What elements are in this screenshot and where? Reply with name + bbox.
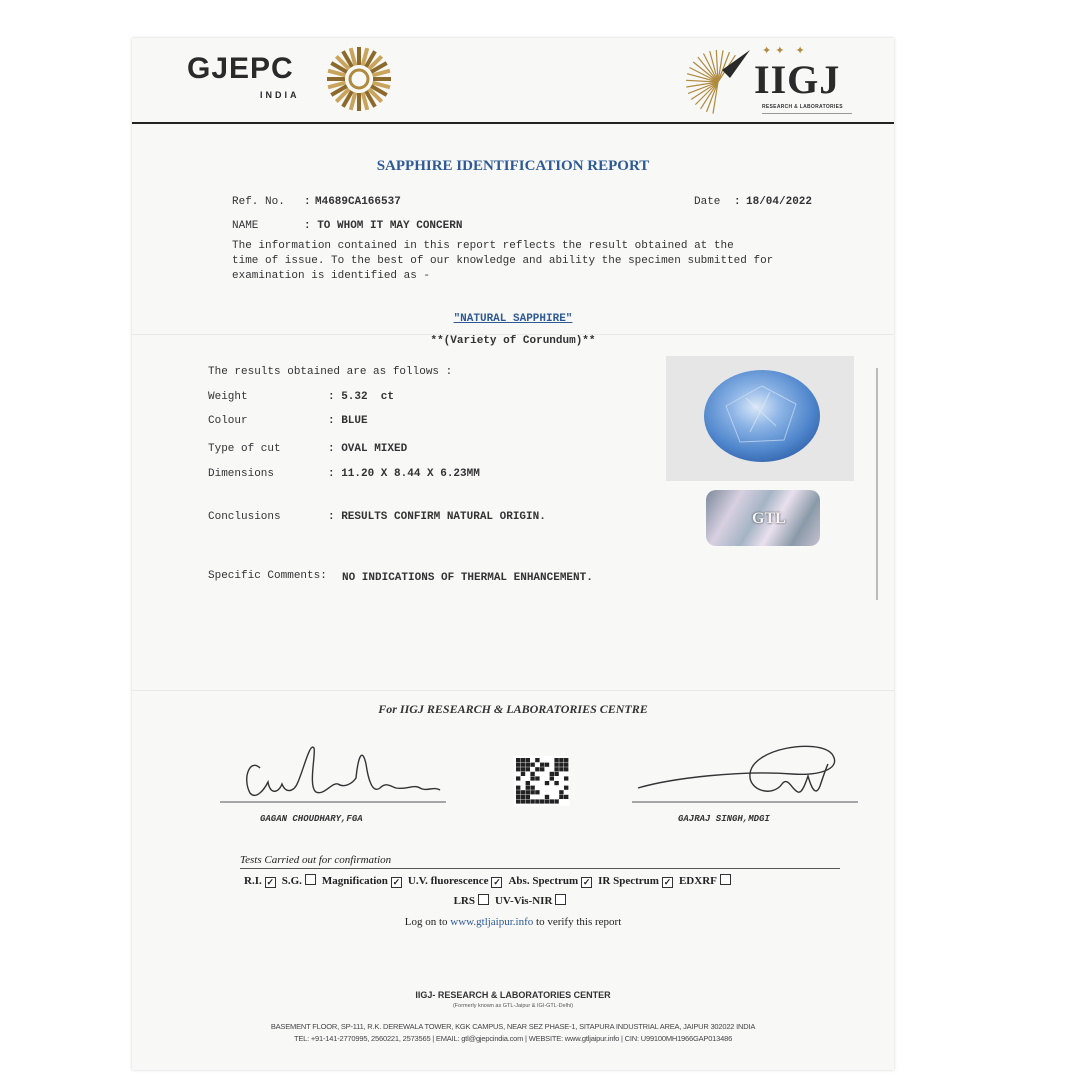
signatory-left-name: GAGAN CHOUDHARY,FGA <box>260 814 363 824</box>
result-label: Weight <box>208 391 248 403</box>
checked-checkbox-icon[interactable]: ✓ <box>266 877 274 887</box>
result-label: Conclusions <box>208 511 281 523</box>
side-note-decor-icon <box>870 368 884 600</box>
report-title: SAPPHIRE IDENTIFICATION REPORT <box>376 158 650 174</box>
ref-sep: : <box>304 196 311 208</box>
footer-address: BASEMENT FLOOR, SP-111, R.K. DEREWALA TOWER, KGK CAMPUS, NEAR SEZ PHASE-1, SITAPURA INDUSTRIAL AREA, JAIPUR 302022 INDIA <box>270 1022 756 1031</box>
variety-line <box>132 330 894 348</box>
test-label: IR Spectrum <box>598 875 659 887</box>
test-label: LRS <box>453 895 475 907</box>
iigj-tagline: RESEARCH & LABORATORIES <box>762 104 843 110</box>
ref-label: Ref. No. <box>232 196 285 208</box>
test-label: S.G. <box>281 875 302 887</box>
ref-value: M4689CA166537 <box>315 196 401 208</box>
signature-right-icon <box>632 738 862 810</box>
intro-line: time of issue. To the best of our knowledge and ability the specimen submitted for <box>232 255 774 267</box>
name-value: : TO WHOM IT MAY CONCERN <box>304 220 463 232</box>
intro-line: The information contained in this report reflects the result obtained at the <box>232 240 734 252</box>
checked-checkbox-icon[interactable]: ✓ <box>493 877 501 887</box>
result-label: Type of cut <box>208 443 281 455</box>
empty-checkbox-icon[interactable] <box>478 894 489 905</box>
test-label: Abs. Spectrum <box>508 875 579 887</box>
checked-checkbox-icon[interactable]: ✓ <box>582 877 591 887</box>
signature-left-icon <box>220 738 450 810</box>
name-label: NAME <box>232 220 259 232</box>
intro-line: examination is identified as - <box>232 270 431 282</box>
issuer-line: For IIGJ RESEARCH & LABORATORIES CENTRE <box>378 702 648 716</box>
comments-label: Specific Comments: <box>208 570 327 582</box>
qr-code-icon <box>514 756 570 806</box>
iigj-fine-print <box>762 112 852 116</box>
iigj-wordmark: IIGJ <box>754 57 841 102</box>
tests-row <box>244 874 737 888</box>
result-value: : 11.20 X 8.44 X 6.23MM <box>328 468 480 480</box>
signatory-right-name: GAJRAJ SINGH,MDGI <box>678 814 770 824</box>
footer-contact: TEL: +91-141-2770995, 2560221, 2573565 | EMAIL: gtl@gjepcindia.com | WEBSITE: www.gtljaipur.info | CIN: U99100MH1966GAP013486 <box>293 1034 733 1043</box>
date-label: Date <box>694 196 721 208</box>
verify-suffix: to verify this report <box>536 916 622 928</box>
result-value: : RESULTS CONFIRM NATURAL ORIGIN. <box>328 511 546 523</box>
footer-title: IIGJ- RESEARCH & LABORATORIES CENTER <box>415 990 611 1000</box>
iigj-star-icon <box>678 44 750 116</box>
identification-result <box>132 308 894 326</box>
variety-text: **(Variety of Corundum)** <box>430 335 596 347</box>
fine-print-line-icon <box>762 112 852 115</box>
blue-sapphire-gem-icon <box>666 356 854 481</box>
hologram-text: GTL <box>752 510 786 527</box>
date-value: 18/04/2022 <box>746 196 813 208</box>
result-value: : OVAL MIXED <box>328 443 408 455</box>
result-value: : 5.32 ct <box>328 391 395 403</box>
footer-subtitle: (Formerly known as GTL-Jaipur & IGI-GTL-Delhi) <box>452 1003 574 1009</box>
results-intro: The results obtained are as follows : <box>208 366 453 378</box>
checked-checkbox-icon[interactable]: ✓ <box>663 877 672 887</box>
gjepc-wordmark: GJEPC <box>187 52 294 85</box>
empty-checkbox-icon[interactable] <box>720 874 731 885</box>
test-label: UV-Vis-NIR <box>494 895 553 907</box>
identification-text: "NATURAL SAPPHIRE" <box>453 313 573 325</box>
empty-checkbox-icon[interactable] <box>305 874 316 885</box>
tests-title: Tests Carried out for confirmation <box>240 854 392 866</box>
tests-rule <box>240 868 840 869</box>
date-sep: : <box>734 196 741 208</box>
gemstone-photo <box>666 356 854 481</box>
gjepc-country: INDIA <box>260 90 300 100</box>
fold-line <box>132 690 894 691</box>
test-label: R.I. <box>244 875 262 887</box>
test-label: Magnification <box>321 875 388 887</box>
gjepc-sunburst-icon <box>324 44 394 114</box>
verify-line <box>132 916 894 928</box>
certificate-page <box>132 38 894 1070</box>
header-rule <box>132 122 894 124</box>
iigj-stars-decor-icon: ✦✦ ✦ <box>762 45 809 57</box>
empty-checkbox-icon[interactable] <box>555 894 566 905</box>
result-label: Dimensions <box>208 468 275 480</box>
checked-checkbox-icon[interactable]: ✓ <box>392 877 401 887</box>
result-label: Colour <box>208 415 248 427</box>
comments-value: NO INDICATIONS OF THERMAL ENHANCEMENT. <box>342 572 593 584</box>
test-label: EDXRF <box>678 875 717 887</box>
result-value: : BLUE <box>328 415 368 427</box>
verify-link[interactable]: www.gtljaipur.info <box>450 916 534 928</box>
tests-row <box>132 894 894 907</box>
test-label: U.V. fluorescence <box>407 875 489 887</box>
verify-prefix: Log on to <box>404 916 448 928</box>
